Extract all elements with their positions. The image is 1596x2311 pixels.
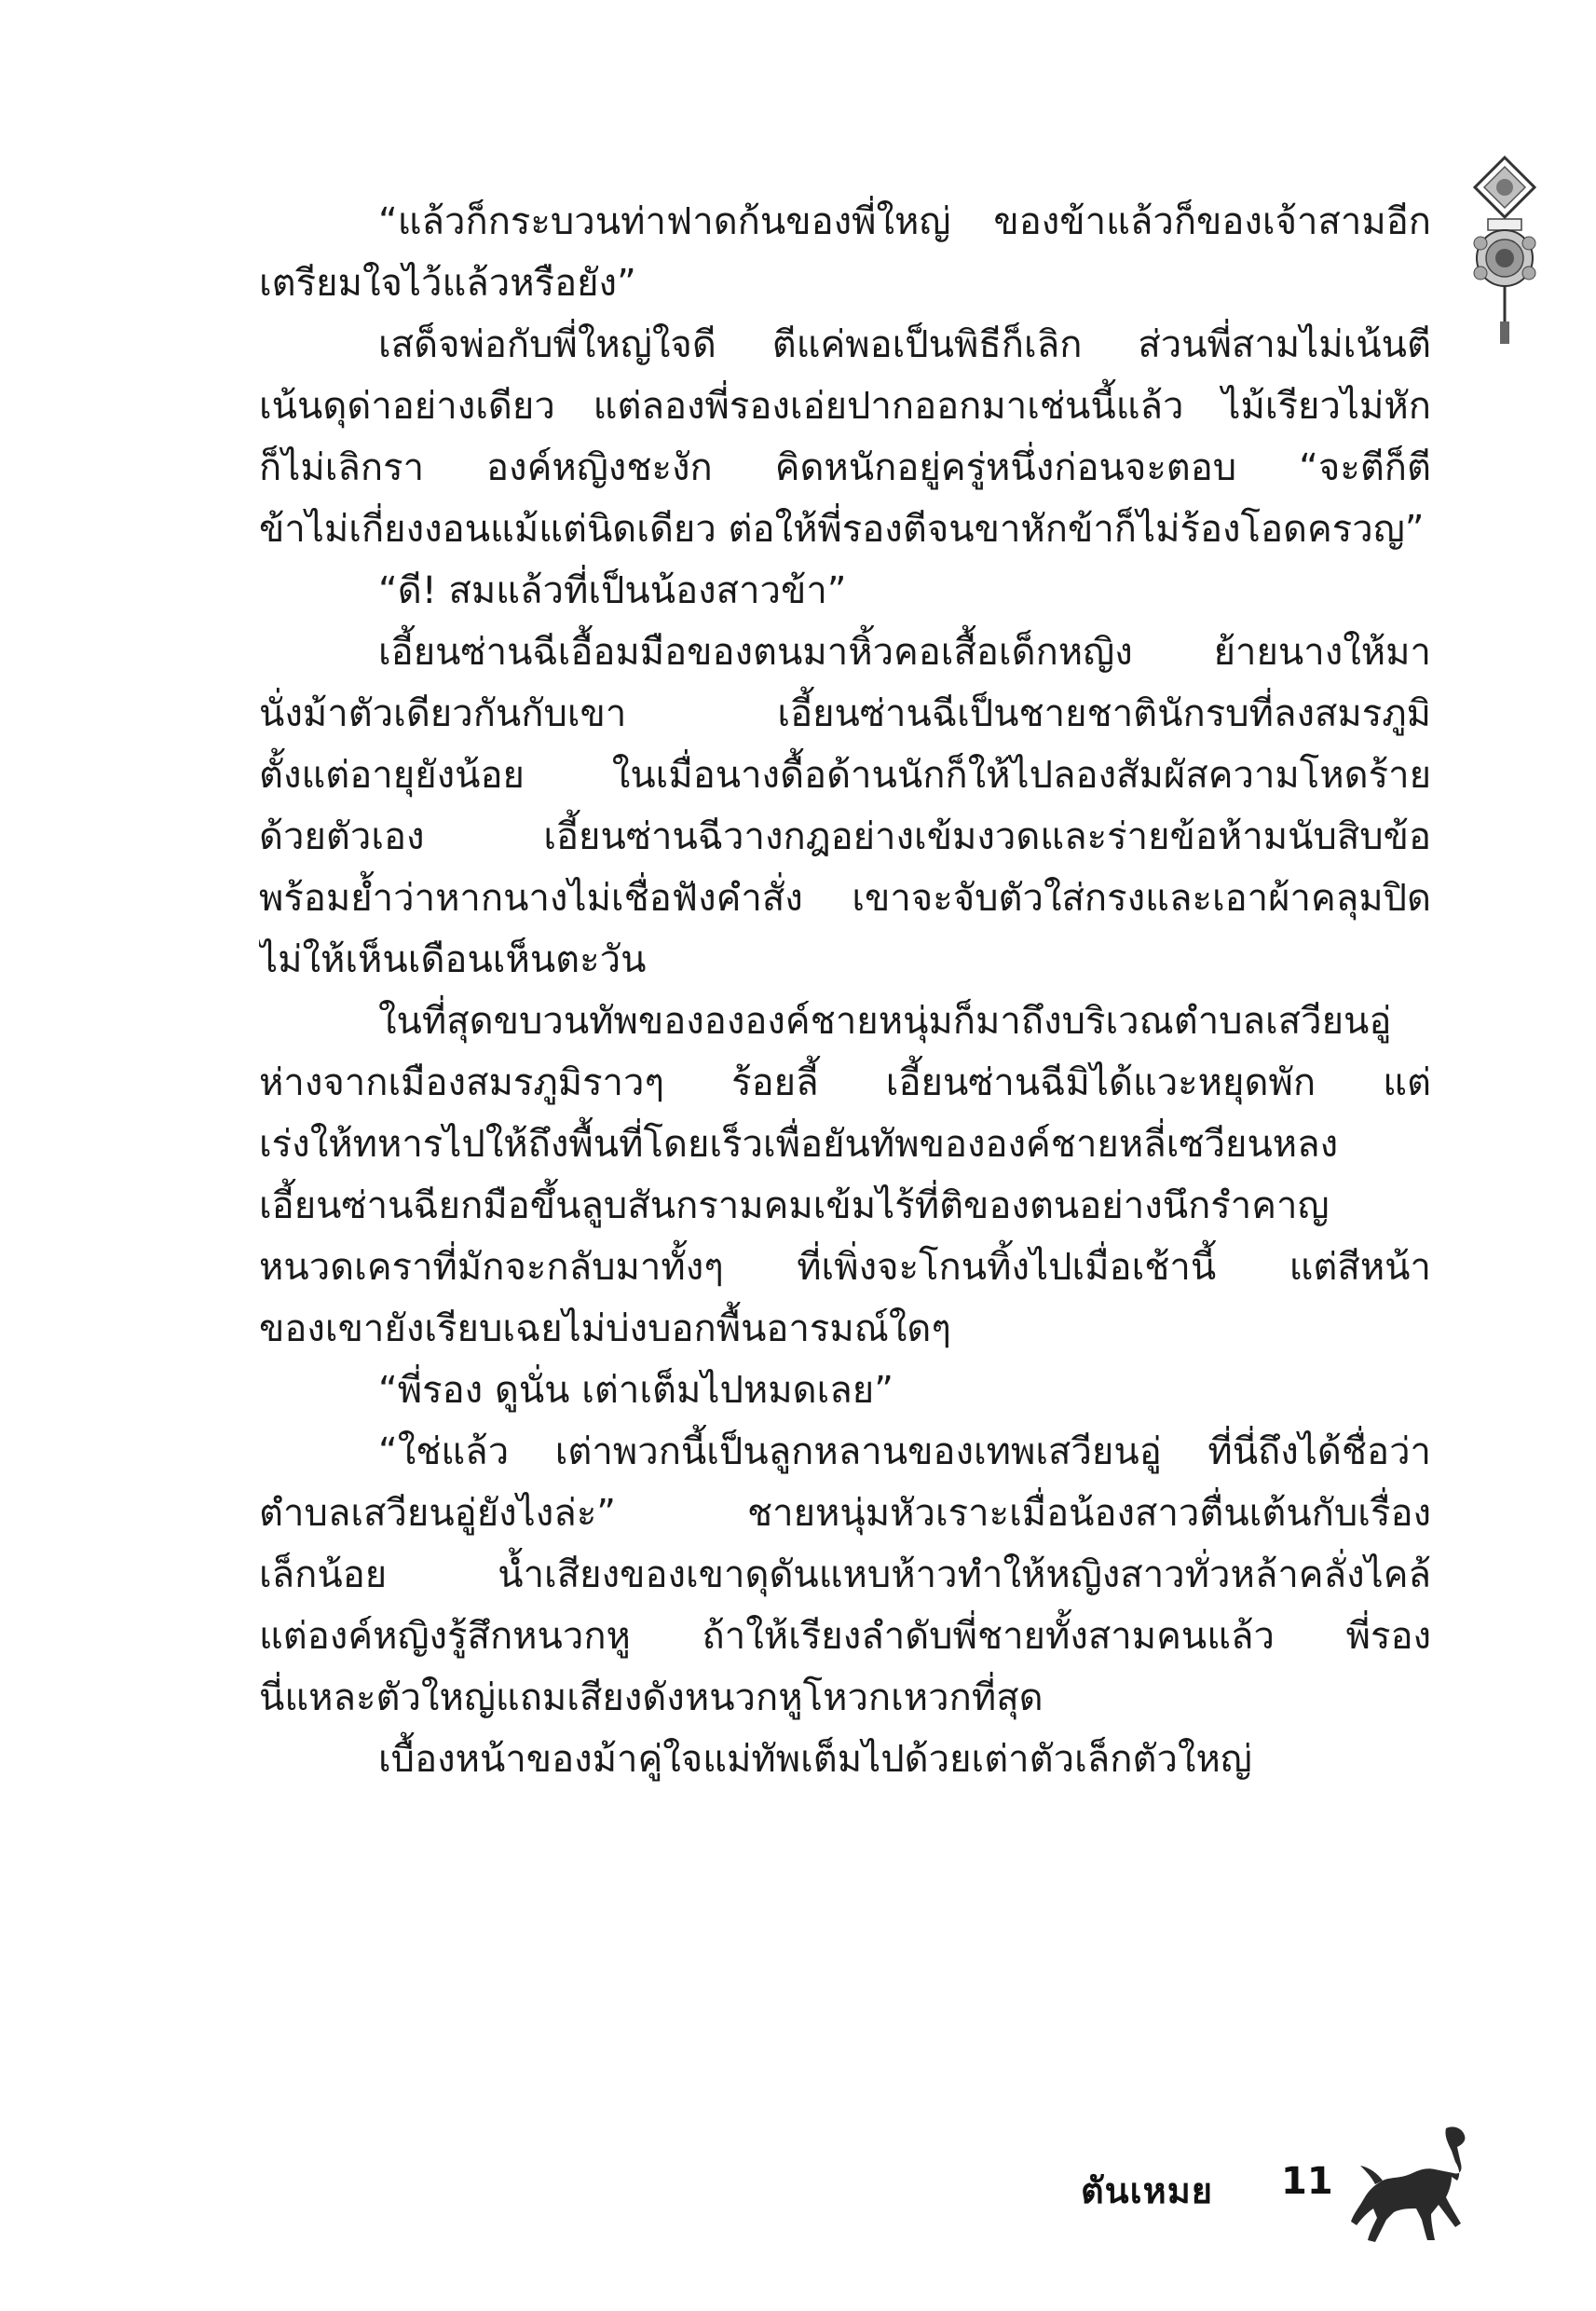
text-line: ในที่สุดขบวนทัพของององค์ชายหนุ่มก็มาถึงบริเวณตำบลเสวียนอู่ [378,1000,1392,1043]
text-line: ด้วยตัวเอง เอี้ยนซ่านฉีวางกฎอย่างเข้มงวดและร่ายข้อห้ามนับสิบข้อ [259,815,1431,858]
text-line: เอี้ยนซ่านฉีเอื้อมมือของตนมาหิ้วคอเสื้อเด็กหญิง ย้ายนางให้มา [378,631,1431,674]
page-number: 11 [1281,2160,1333,2203]
text-line: ข้าไม่เกี่ยงงอนแม้แต่นิดเดียว ต่อให้พี่รองตีจนขาหักข้าก็ไม่ร้องโอดครวญ” [259,508,1425,551]
book-title: ตันเหมย [1081,2169,1214,2211]
text-line: ห่างจากเมืองสมรภูมิราวๆ ร้อยลี้ เอี้ยนซ่านฉีมิได้แวะหยุดพัก แต่ [259,1061,1431,1104]
text-line: ของเขายังเรียบเฉยไม่บ่งบอกพื้นอารมณ์ใดๆ [259,1307,951,1350]
text-line: แต่องค์หญิงรู้สึกหนวกหู ถ้าให้เรียงลำดับพี่ชายทั้งสามคนแล้ว พี่รอง [259,1615,1431,1658]
text-line: นี่แหละตัวใหญ่แถมเสียงดังหนวกหูโหวกเหวกที่สุด [259,1676,1044,1719]
text-line: ตำบลเสวียนอู่ยังไงล่ะ” ชายหนุ่มหัวเราะเมื่อน้องสาวตื่นเต้นกับเรื่อง [259,1492,1431,1535]
text-line: ตั้งแต่อายุยังน้อย ในเมื่อนางดื้อด้านนักก็ให้ไปลองสัมผัสความโหดร้าย [259,754,1431,797]
horse-icon [1342,2115,1481,2255]
ornament-icon [1467,154,1542,349]
text-line: “ใช่แล้ว เต่าพวกนี้เป็นลูกหลานของเทพเสวียนอู่ ที่นี่ถึงได้ชื่อว่า [378,1430,1431,1473]
page-footer [1062,2115,1491,2255]
text-line: เร่งให้ทหารไปให้ถึงพื้นที่โดยเร็วเพื่อยันทัพขององค์ชายหลี่เซวียนหลง [259,1123,1339,1166]
text-line: เตรียมใจไว้แล้วหรือยัง” [259,262,636,305]
text-line: ก็ไม่เลิกรา องค์หญิงชะงัก คิดหนักอยู่ครู่หนึ่งก่อนจะตอบ “จะตีก็ตี [259,446,1431,489]
text-line: นั่งม้าตัวเดียวกันกับเขา เอี้ยนซ่านฉีเป็นชายชาตินักรบที่ลงสมรภูมิ [259,692,1431,735]
text-line: เบื้องหน้าของม้าคู่ใจแม่ทัพเต็มไปด้วยเต่าตัวเล็กตัวใหญ่ [378,1738,1252,1781]
text-line: “แล้วก็กระบวนท่าฟาดก้นของพี่ใหญ่ ของข้าแล้วก็ของเจ้าสามอีก [378,200,1431,243]
text-line: “ดี! สมแล้วที่เป็นน้องสาวข้า” [378,569,847,612]
text-line: หนวดเคราที่มักจะกลับมาทั้งๆ ที่เพิ่งจะโกนทิ้งไปเมื่อเช้านี้ แต่สีหน้า [259,1246,1431,1289]
text-line: เสด็จพ่อกับพี่ใหญ่ใจดี ตีแค่พอเป็นพิธีก็เลิก ส่วนพี่สามไม่เน้นตี [378,323,1431,366]
text-line: เน้นดุด่าอย่างเดียว แต่ลองพี่รองเอ่ยปากออกมาเช่นนี้แล้ว ไม้เรียวไม่หัก [259,385,1431,428]
text-line: เอี้ยนซ่านฉียกมือขึ้นลูบสันกรามคมเข้มไร้ที่ติของตนอย่างนึกรำคาญ [259,1184,1330,1227]
text-line: พร้อมย้ำว่าหากนางไม่เชื่อฟังคำสั่ง เขาจะจับตัวใส่กรงและเอาผ้าคลุมปิด [259,877,1431,920]
text-line: ไม่ให้เห็นเดือนเห็นตะวัน [259,938,647,981]
text-line: เล็กน้อย น้ำเสียงของเขาดุดันแหบห้าวทำให้หญิงสาวทั่วหล้าคลั่งไคล้ [259,1553,1431,1596]
text-line: “พี่รอง ดูนั่น เต่าเต็มไปหมดเลย” [378,1369,893,1412]
chapter-body-text [259,191,1431,1790]
